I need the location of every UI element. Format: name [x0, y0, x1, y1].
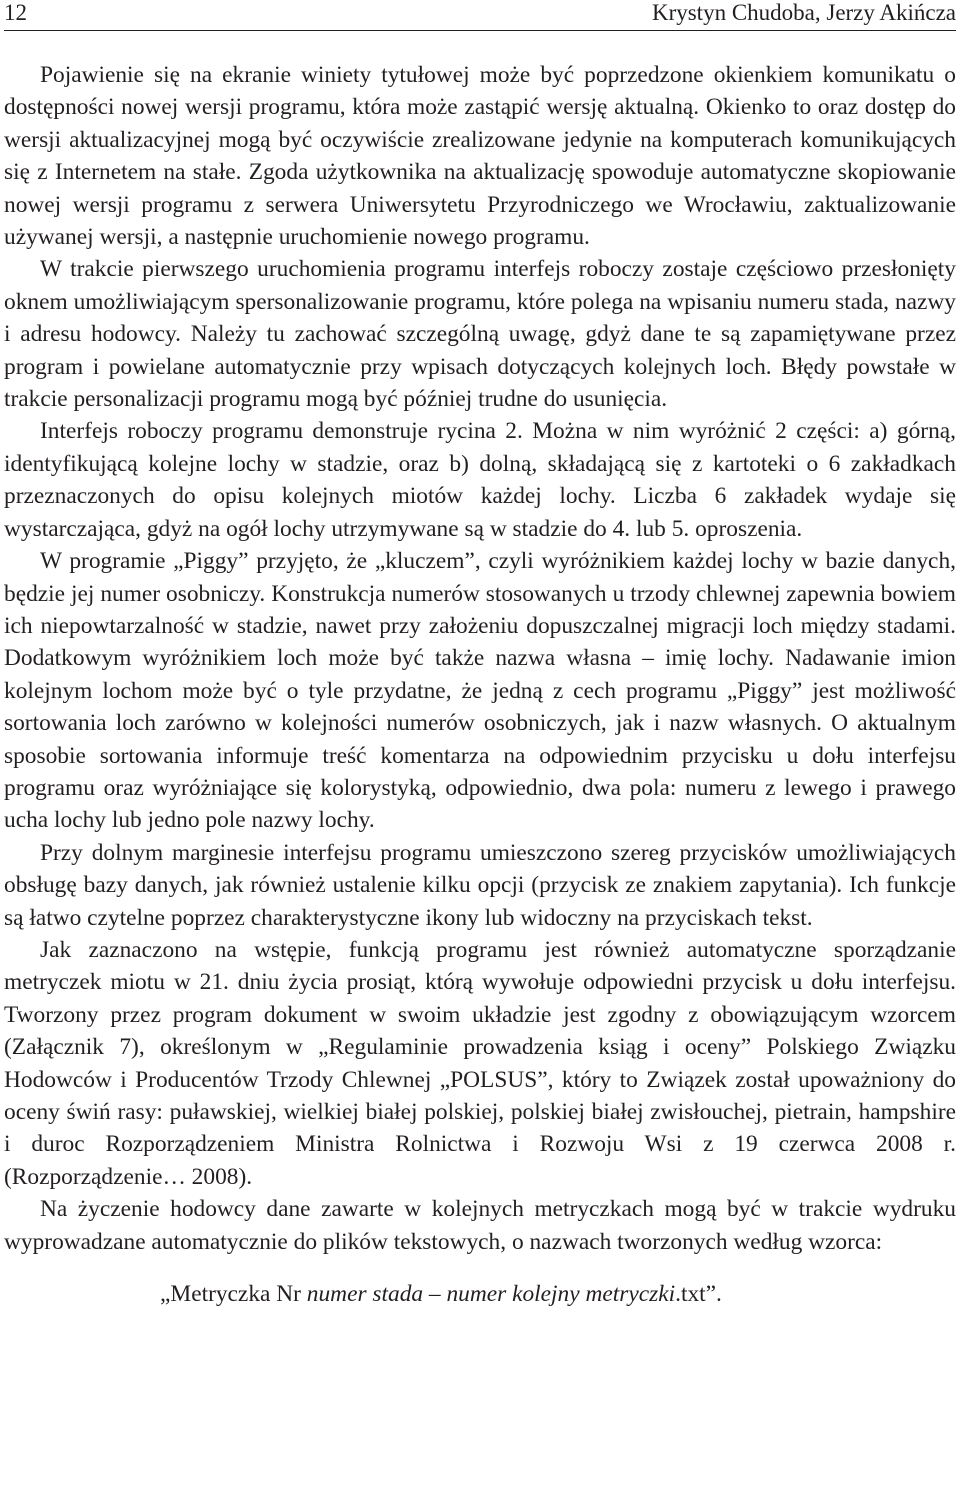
running-head: Krystyn Chudoba, Jerzy Akińcza: [651, 0, 956, 25]
filename-pattern: [4, 1278, 956, 1310]
paragraph: Interfejs roboczy programu demonstruje rycina 2. Można w nim wyróżnić 2 części: a) górną, identyfikującą kolejne lochy w stadzie, oraz b) dolną, składającą się z kartoteki o 6 zakładkach przeznaczonych do opisu kolejnych miotów każdej lochy. Liczba 6 zakładek wydaje się wystarczająca, gdyż na ogół lochy utrzymywane są w stadzie do 4. lub 5. oproszenia.: [4, 418, 956, 542]
paragraph: Pojawienie się na ekranie winiety tytułowej może być poprzedzone okienkiem komunikatu o dostępności nowej wersji programu, która może zastąpić wersję aktualną. Okienko to oraz dostęp do wersji aktualizacyjnej mogą być oczywiście zrealizowane jedynie na komputerach komunikujących się z Internetem na stałe. Zgoda użytkownika na aktualizację spowoduje automatyczne skopiowanie nowej wersji programu z serwera Uniwersytetu Przyrodniczego we Wrocławiu, zaktualizowanie używanej wersji, a następnie uruchomienie nowego programu.: [4, 62, 956, 251]
page-header: [4, 0, 956, 31]
paragraph: Przy dolnym marginesie interfejsu programu umieszczono szereg przycisków umożliwiających obsługę bazy danych, jak również ustalenie kilku opcji (przycisk ze znakiem zapytania). Ich funkcje są łatwo czytelne poprzez charakterystyczne ikony lub widoczny na przyciskach tekst.: [4, 839, 956, 931]
formula-italic-part: numer stada – numer kolejny metryczki: [306, 1281, 676, 1308]
paragraph: Na życzenie hodowcy dane zawarte w kolejnych metryczkach mogą być w trakcie wydruku wyprowadzane automatycznie do plików tekstowych, o nazwach tworzonych według wzorca:: [4, 1196, 956, 1255]
paragraph: W programie „Piggy” przyjęto, że „kluczem”, czyli wyróżnikiem każdej lochy w bazie danych, będzie jej numer osobniczy. Konstrukcja numerów stosowanych u trzody chlewnej zapewnia bowiem ich niepowtarzalność w stadzie, nawet przy założeniu dopuszczalnej migracji loch między stadami. Dodatkowym wyróżnikiem loch może być także nazwa własna – imię lochy. Nadawanie imion kolejnym lochom może być o tyle przydatne, że jedną z cech programu „Piggy” jest możliwość sortowania loch zarówno w kolejności numerów osobniczych, jak i nazw własnych. O aktualnym sposobie sortowania informuje treść komentarza na odpowiednim przycisku u dołu interfejsu programu oraz wyróżniające się kolorystyką, odpowiednio, dwa pola: numeru z lewego i prawego ucha lochy lub jedno pole nazwy lochy.: [4, 548, 956, 834]
formula-open-quote: „: [160, 1281, 171, 1308]
formula-close: ”.: [705, 1281, 722, 1308]
formula-suffix: .txt: [675, 1281, 706, 1308]
paragraph: W trakcie pierwszego uruchomienia programu interfejs roboczy zostaje częściowo przesłonięty oknem umożliwiającym spersonalizowanie programu, które polega na wpisaniu numeru stada, nazwy i adresu hodowcy. Należy tu zachować szczególną uwagę, gdyż dane te są zapamiętywane przez program i powielane automatycznie przy wpisach dotyczących kolejnych loch. Błędy powstałe w trakcie personalizacji programu mogą być później trudne do usunięcia.: [4, 256, 956, 413]
body-text: [4, 59, 956, 1310]
formula-prefix: Metryczka Nr: [170, 1281, 307, 1308]
paragraph: Jak zaznaczono na wstępie, funkcją programu jest również automatyczne sporządzanie metryczek miotu w 21. dniu życia prosiąt, którą wywołuje odpowiedni przycisk u dołu interfejsu. Tworzony przez program dokument w swoim układzie jest zgodny z obowiązującym wzorcem (Załącznik 7), określonym w „Regulaminie prowadzenia ksiąg i oceny” Polskiego Związku Hodowców i Producentów Trzody Chlewnej „POLSUS”, który to Związek został upoważniony do oceny świń rasy: puławskiej, wielkiej białej polskiej, polskiej białej zwisłouchej, pietrain, hampshire i duroc Rozporządzeniem Ministra Rolnictwa i Rozwoju Wsi z 19 czerwca 2008 r. (Rozporządzenie… 2008).: [4, 936, 956, 1190]
page-number: 12: [4, 0, 27, 25]
